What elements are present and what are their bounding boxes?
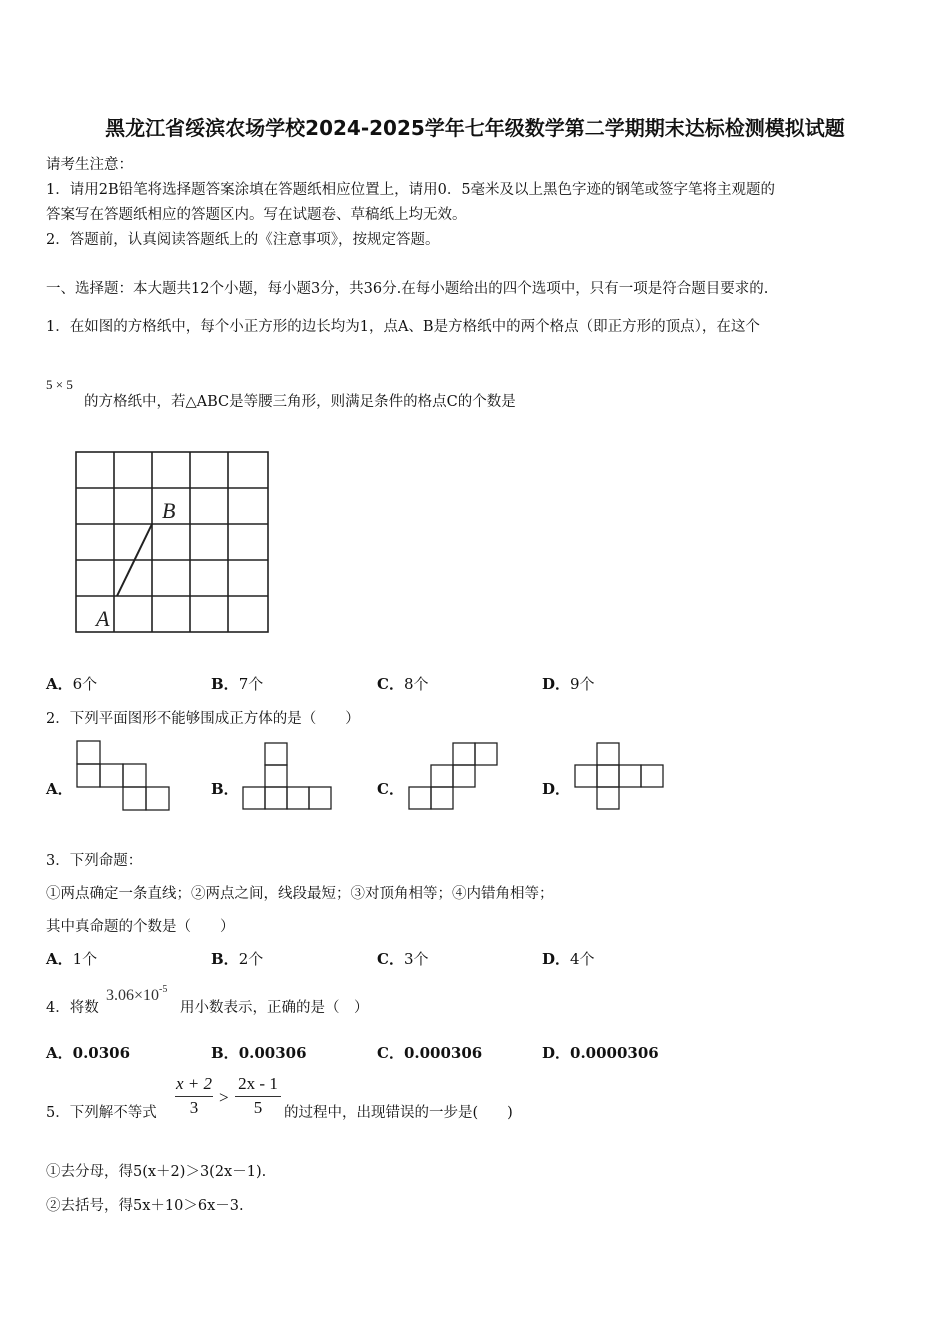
q3-option-d[interactable]: D．4个 [542, 950, 595, 968]
q1-stem-line1: 1．在如图的方格纸中，每个小正方形的边长均为1，点A、B是方格纸中的两个格点（即正方形的顶点），在这个 [46, 319, 760, 335]
q3-propositions: ①两点确定一条直线；②两点之间，线段最短；③对顶角相等；④内错角相等； [46, 886, 554, 902]
q5-fraction-1 [173, 1074, 215, 1119]
q2-option-d-label[interactable]: D． [542, 780, 571, 798]
q3-option-c[interactable]: C．3个 [377, 950, 429, 968]
notice-heading: 请考生注意： [46, 157, 133, 173]
q5-greater-than: > [219, 1088, 229, 1107]
q4-option-a[interactable]: A．0.0306 [46, 1044, 131, 1062]
q1-grid-size: 5 × 5 [46, 377, 73, 392]
notice-line-3: 2．答题前，认真阅读答题纸上的《注意事项》，按规定答题。 [46, 232, 440, 248]
q4-suffix: 用小数表示，正确的是（ ） [180, 1000, 369, 1016]
grid-border [76, 452, 268, 632]
q5-frac1-numerator: x + 2 [175, 1074, 213, 1093]
q1-grid-figure [70, 448, 280, 638]
q2-option-a-label[interactable]: A． [46, 780, 73, 798]
q5-suffix: 的过程中，出现错误的一步是( ) [284, 1105, 513, 1121]
q3-option-a[interactable]: A．1个 [46, 950, 98, 968]
q3-option-b[interactable]: B．2个 [211, 950, 264, 968]
page-title: 黑龙江省绥滨农场学校2024-2025学年七年级数学第二学期期末达标检测模拟试题 [105, 116, 845, 140]
q1-option-d[interactable]: D．9个 [542, 675, 595, 693]
q2-stem: 2．下列平面图形不能够围成正方体的是（ ） [46, 711, 360, 727]
q4-option-c[interactable]: C．0.000306 [377, 1044, 483, 1062]
q5-frac1-denominator: 3 [189, 1098, 199, 1117]
q4-option-d[interactable]: D．0.0000306 [542, 1044, 659, 1062]
q5-prefix: 5．下列解不等式 [46, 1105, 157, 1121]
q4-prefix: 4．将数 [46, 1000, 99, 1016]
q2-net-a [76, 740, 170, 812]
q5-step-1: ①去分母，得5(x＋2)＞3(2x－1). [46, 1164, 267, 1180]
q4-exponent: -5 [159, 984, 168, 995]
q5-frac2-denominator: 5 [253, 1098, 263, 1117]
q3-ask: 其中真命题的个数是（ ） [46, 919, 235, 935]
q1-option-b[interactable]: B．7个 [211, 675, 264, 693]
q1-stem-line2: 的方格纸中，若△ABC是等腰三角形，则满足条件的格点C的个数是 [84, 394, 516, 410]
q2-net-d [574, 742, 666, 810]
notice-line-1: 1．请用2B铅笔将选择题答案涂填在答题纸相应位置上，请用0．5毫米及以上黑色字迹的钢笔或签字笔将主观题的 [46, 182, 776, 198]
q3-stem: 3．下列命题： [46, 853, 143, 869]
q5-frac2-numerator: 2x - 1 [238, 1074, 278, 1093]
q1-option-a[interactable]: A．6个 [46, 675, 98, 693]
point-b-label: B [162, 498, 176, 523]
q2-net-b [242, 742, 334, 810]
point-a-label: A [96, 606, 110, 631]
section-heading: 一、选择题：本大题共12个小题，每小题3分，共36分.在每小题给出的四个选项中，只有一项是符合题目要求的. [46, 281, 769, 297]
q1-option-c[interactable]: C．8个 [377, 675, 429, 693]
q2-option-c-label[interactable]: C． [377, 780, 404, 798]
notice-line-2: 答案写在答题纸相应的答题区内。写在试题卷、草稿纸上均无效。 [46, 207, 467, 223]
q4-option-b[interactable]: B．0.00306 [211, 1044, 307, 1062]
q5-step-2: ②去括号，得5x＋10＞6x－3. [46, 1198, 244, 1214]
q2-net-c [408, 742, 500, 810]
q2-option-b-label[interactable]: B． [211, 780, 239, 798]
q4-number: $3.06\times 10^{-5}$ [106, 984, 168, 1004]
q5-fraction-2 [233, 1074, 283, 1119]
